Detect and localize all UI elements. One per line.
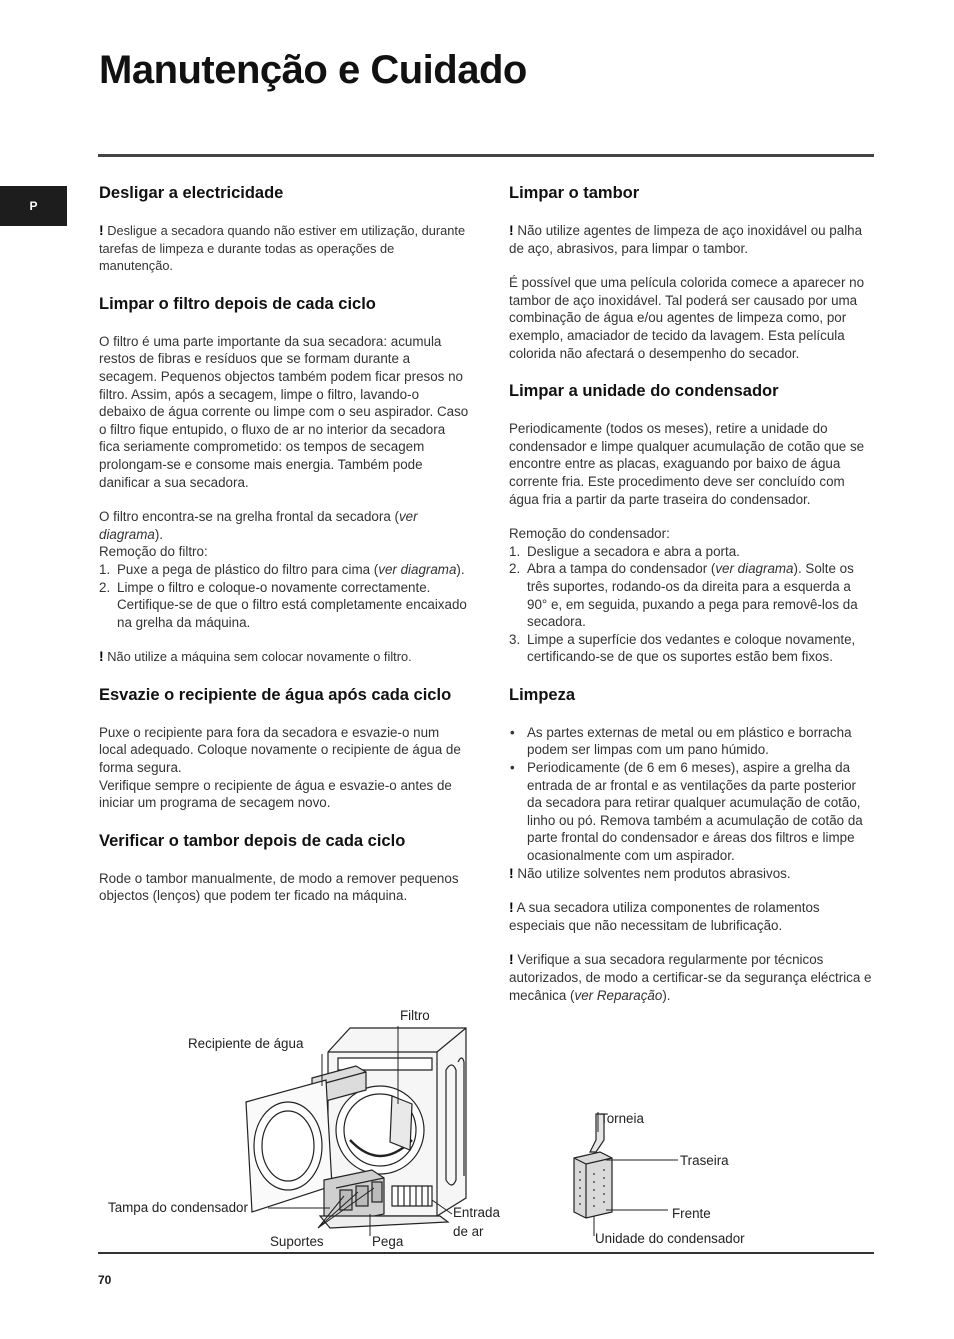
paragraph: É possível que uma película colorida comece a aparecer no tambor de aço inoxidável. Tal poderá ser causado por uma combinação de água e/ou agentes de limpeza como, por exemplo, amaciador de tecido da lavagem. Esta película colorida não afectará o desempenho do secador.: [509, 275, 865, 361]
section-heading: Limpeza: [509, 685, 576, 704]
label-water-container: Recipiente de água: [188, 1036, 304, 1051]
paragraph: O filtro encontra-se na grelha frontal da secadora (ver diagrama).: [99, 509, 418, 542]
warning-mark: !: [509, 951, 514, 968]
list-item: • Periodicamente (de 6 em 6 meses), aspire a grelha da entrada de ar frontal e as ventilações da parte posterior da secadora para retirar qualquer acumulação de cotão, linho ou pó. Remova também a acumulação de cotão da parte frontal do condensador e áreas dos filtros e limpe ocasionalmente com um aspirador.: [510, 760, 863, 864]
diagram-reference: ver diagrama: [378, 561, 457, 577]
section-check-drum: [99, 832, 469, 905]
bottom-divider: [98, 1252, 874, 1254]
filter: [390, 1096, 412, 1150]
page-title: Manutenção e Cuidado: [99, 48, 527, 92]
language-tab: P: [0, 186, 67, 226]
warning-text: ! Não utilize agentes de limpeza de aço inoxidável ou palha de aço, abrasivos, para limpar o tambor.: [509, 222, 863, 256]
section-heading: Verificar o tambor depois de cada ciclo: [99, 831, 406, 850]
label-tap: Torneia: [600, 1111, 644, 1126]
diagram-reference: ver diagrama: [99, 509, 418, 542]
label-air-inlet-line1: Entrada: [453, 1205, 500, 1220]
condenser-diagram: [565, 1108, 685, 1248]
list-item: 1. Desligue a secadora e abra a porta.: [509, 543, 740, 559]
bullet-mark: •: [510, 760, 515, 776]
paragraph: Rode o tambor manualmente, de modo a remover pequenos objectos (lenços) que podem ter ficado na máquina.: [99, 870, 459, 904]
label-filter: Filtro: [400, 1008, 430, 1023]
repair-reference: ver Reparação: [574, 987, 663, 1003]
label-supports: Suportes: [270, 1234, 324, 1249]
section-clean-condenser: [509, 382, 874, 666]
list-item: 1. Puxe a pega de plástico do filtro para cima (ver diagrama).: [99, 561, 465, 577]
warning-mark: !: [509, 864, 514, 881]
paragraph: Puxe o recipiente para fora da secadora e esvazie-o num local adequado. Coloque novamente o recipiente de água de forma segura.: [99, 724, 461, 776]
filter-removal-steps: [99, 561, 469, 631]
label-handle: Pega: [372, 1234, 404, 1249]
warning-text: ! Verifique a sua secadora regularmente por técnicos autorizados, de modo a certificar-se da segurança eléctrica e mecânica (ver Reparação).: [509, 951, 872, 1003]
section-heading: Esvazie o recipiente de água após cada ciclo: [99, 685, 452, 704]
top-divider: [98, 154, 874, 157]
warning-mark: !: [99, 648, 104, 665]
paragraph: Verifique sempre o recipiente de água e esvazie-o antes de iniciar um programa de secagem novo.: [99, 777, 452, 811]
warning-text: ! Não utilize a máquina sem colocar novamente o filtro.: [99, 648, 412, 665]
label-condenser-cover: Tampa do condensador: [108, 1200, 248, 1215]
warning-text: ! Desligue a secadora quando não estiver em utilização, durante tarefas de limpeza e durante todas as operações de manutenção.: [99, 222, 466, 274]
condenser-removal-steps: [509, 543, 874, 666]
warning-mark: !: [509, 899, 514, 916]
section-heading: Desligar a electricidade: [99, 184, 284, 202]
label-back: Traseira: [680, 1153, 729, 1168]
diagram-reference: ver diagrama: [715, 561, 794, 577]
section-heading: Limpar a unidade do condensador: [509, 382, 779, 401]
section-clean-filter: [99, 295, 469, 666]
page-number: 70: [98, 1273, 112, 1287]
right-column: [509, 184, 874, 1024]
warning-mark: !: [99, 222, 104, 238]
section-heading: Limpar o filtro depois de cada ciclo: [99, 294, 376, 313]
warning-mark: !: [509, 222, 514, 238]
list-item: 2. Abra a tampa do condensador (ver diagrama). Solte os três suportes, rodando-os da direita para a esquerda a 90° e, em seguida, puxando a pega para removê-los da secadora.: [509, 561, 858, 630]
removal-intro: Remoção do condensador:: [509, 526, 670, 542]
section-cleaning: [509, 686, 874, 1004]
paragraph: Periodicamente (todos os meses), retire a unidade do condensador e limpe qualquer acumulação de cotão que se encontre entre as placas, exaguando por baixo de água corrente fria. Este procedimento deve ser concluído com água fria a partir da parte traseira do condensador.: [509, 421, 865, 507]
list-item: • As partes externas de metal ou em plástico e borracha podem ser limpas com um pano húmido.: [510, 724, 852, 758]
warning-text: ! A sua secadora utiliza componentes de rolamentos especiais que não necessitam de lubrificação.: [509, 899, 820, 933]
left-column: [99, 184, 469, 925]
list-item: 3. Limpe a superfície dos vedantes e coloque novamente, certificando-se de que os suportes estão bem fixos.: [509, 631, 856, 665]
section-heading: Limpar o tambor: [509, 184, 640, 202]
list-item: 2. Limpe o filtro e coloque-o novamente correctamente. Certifique-se de que o filtro está completamente encaixado na grelha da máquina.: [99, 579, 467, 630]
removal-intro: Remoção do filtro:: [99, 544, 208, 560]
bullet-mark: •: [510, 724, 515, 740]
section-clean-drum: [509, 184, 874, 362]
cleaning-bullets: [509, 724, 874, 865]
section-empty-water-container: [99, 686, 469, 812]
air-inlet-grille: [392, 1186, 432, 1206]
warning-text: ! Não utilize solventes nem produtos abrasivos.: [509, 864, 791, 881]
label-air-inlet-line2: de ar: [453, 1224, 484, 1239]
label-condenser-unit: Unidade do condensador: [595, 1231, 745, 1246]
section-disconnect-power: [99, 184, 469, 275]
paragraph: O filtro é uma parte importante da sua secadora: acumula restos de fibras e resíduos que se formam durante a secagem. Pequenos objectos também podem ficar presos no filtro. Assim, após a secagem, limpe o filtro, lavando-o debaixo de água corrente ou limpe com o seu aspirador. Caso o filtro fique entupido, o fluxo de ar no interior da secadora fica seriamente comprometido: os tempos de secagem prolongam-se e consome mais energia. Também pode danificar a sua secadora.: [99, 333, 469, 490]
label-front: Frente: [672, 1206, 711, 1221]
